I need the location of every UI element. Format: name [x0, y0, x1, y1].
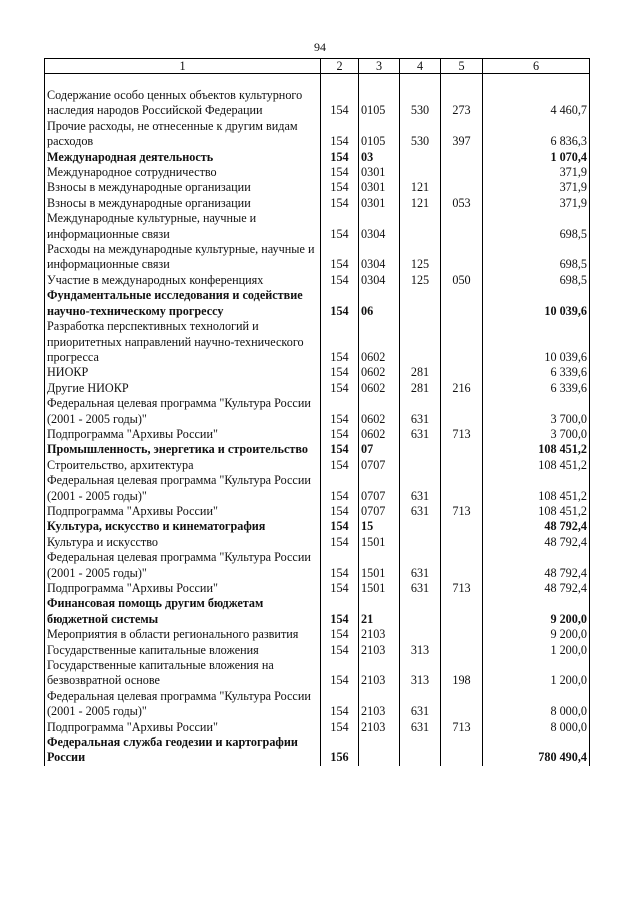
section-code-cell: 154 [321, 473, 359, 504]
row-name-cell: Международные культурные, научные и информационные связи [45, 211, 321, 242]
table-row [45, 196, 590, 211]
amount-cell: 48 792,4 [483, 581, 590, 596]
expense-type-cell: 713 [441, 504, 483, 519]
target-item-cell: 631 [400, 581, 441, 596]
subsection-code-cell: 0707 [359, 473, 400, 504]
amount-cell: 108 451,2 [483, 473, 590, 504]
section-code-cell: 154 [321, 581, 359, 596]
amount-cell: 6 836,3 [483, 119, 590, 150]
subsection-code-cell: 0602 [359, 319, 400, 365]
row-name-cell: Федеральная целевая программа "Культура России (2001 - 2005 годы)" [45, 550, 321, 581]
target-item-cell: 631 [400, 427, 441, 442]
subsection-code-cell: 0602 [359, 396, 400, 427]
row-name-cell: Государственные капитальные вложения [45, 643, 321, 658]
target-item-cell [400, 627, 441, 642]
row-name-cell: Расходы на международные культурные, научные и информационные связи [45, 242, 321, 273]
row-name-cell: Промышленность, энергетика и строительство [45, 442, 321, 457]
row-name-cell: Разработка перспективных технологий и приоритетных направлений научно-технического прогресса [45, 319, 321, 365]
expense-type-cell [441, 242, 483, 273]
subsection-code-cell: 2103 [359, 627, 400, 642]
target-item-cell [400, 288, 441, 319]
row-name-cell: Культура, искусство и кинематография [45, 519, 321, 534]
row-name-cell: Подпрограмма "Архивы России" [45, 581, 321, 596]
section-code-cell: 154 [321, 88, 359, 119]
section-code-cell: 154 [321, 150, 359, 165]
table-row [45, 365, 590, 380]
subsection-code-cell: 0707 [359, 504, 400, 519]
section-code-cell: 154 [321, 535, 359, 550]
table-row [45, 458, 590, 473]
section-code-cell: 154 [321, 627, 359, 642]
amount-cell: 1 200,0 [483, 643, 590, 658]
subsection-code-cell: 0304 [359, 211, 400, 242]
amount-cell: 6 339,6 [483, 381, 590, 396]
target-item-cell: 121 [400, 196, 441, 211]
column-header-3: 3 [359, 59, 400, 74]
subsection-code-cell: 0301 [359, 180, 400, 195]
row-name-cell: Другие НИОКР [45, 381, 321, 396]
row-name-cell: Строительство, архитектура [45, 458, 321, 473]
target-item-cell [400, 165, 441, 180]
table-spacer-row [45, 74, 590, 89]
row-name-cell: Подпрограмма "Архивы России" [45, 504, 321, 519]
column-header-4: 4 [400, 59, 441, 74]
target-item-cell: 530 [400, 88, 441, 119]
subsection-code-cell: 2103 [359, 689, 400, 720]
budget-table [44, 58, 590, 766]
expense-type-cell [441, 627, 483, 642]
target-item-cell [400, 319, 441, 365]
section-code-cell: 154 [321, 211, 359, 242]
amount-cell: 8 000,0 [483, 689, 590, 720]
amount-cell: 698,5 [483, 242, 590, 273]
section-code-cell: 154 [321, 427, 359, 442]
target-item-cell [400, 519, 441, 534]
table-row [45, 658, 590, 689]
target-item-cell: 631 [400, 720, 441, 735]
table-row [45, 180, 590, 195]
column-header-5: 5 [441, 59, 483, 74]
amount-cell: 3 700,0 [483, 396, 590, 427]
expense-type-cell: 053 [441, 196, 483, 211]
amount-cell: 698,5 [483, 273, 590, 288]
expense-type-cell [441, 211, 483, 242]
amount-cell: 10 039,6 [483, 288, 590, 319]
expense-type-cell: 216 [441, 381, 483, 396]
expense-type-cell [441, 396, 483, 427]
subsection-code-cell: 0602 [359, 381, 400, 396]
expense-type-cell: 050 [441, 273, 483, 288]
expense-type-cell [441, 442, 483, 457]
table-row [45, 581, 590, 596]
section-code-cell: 154 [321, 643, 359, 658]
row-name-cell: Федеральная целевая программа "Культура России (2001 - 2005 годы)" [45, 396, 321, 427]
table-row [45, 88, 590, 119]
subsection-code-cell: 0301 [359, 196, 400, 211]
subsection-code-cell [359, 735, 400, 766]
target-item-cell: 125 [400, 242, 441, 273]
row-name-cell: Подпрограмма "Архивы России" [45, 427, 321, 442]
table-row [45, 735, 590, 766]
table-row [45, 150, 590, 165]
section-code-cell: 154 [321, 550, 359, 581]
expense-type-cell: 713 [441, 581, 483, 596]
expense-type-cell [441, 180, 483, 195]
row-name-cell: Федеральная служба геодезии и картографии России [45, 735, 321, 766]
column-header-6: 6 [483, 59, 590, 74]
page-number: 94 [314, 40, 326, 54]
expense-type-cell [441, 550, 483, 581]
expense-type-cell [441, 288, 483, 319]
subsection-code-cell: 2103 [359, 643, 400, 658]
amount-cell: 371,9 [483, 196, 590, 211]
section-code-cell: 154 [321, 720, 359, 735]
table-row [45, 473, 590, 504]
row-name-cell: Культура и искусство [45, 535, 321, 550]
target-item-cell: 631 [400, 689, 441, 720]
target-item-cell [400, 535, 441, 550]
section-code-cell: 154 [321, 381, 359, 396]
amount-cell: 371,9 [483, 180, 590, 195]
column-header-2: 2 [321, 59, 359, 74]
amount-cell: 780 490,4 [483, 735, 590, 766]
amount-cell: 1 070,4 [483, 150, 590, 165]
expense-type-cell [441, 319, 483, 365]
subsection-code-cell: 21 [359, 596, 400, 627]
subsection-code-cell: 0105 [359, 119, 400, 150]
row-name-cell: НИОКР [45, 365, 321, 380]
target-item-cell [400, 735, 441, 766]
subsection-code-cell: 03 [359, 150, 400, 165]
table-row [45, 288, 590, 319]
subsection-code-cell: 0105 [359, 88, 400, 119]
amount-cell: 1 200,0 [483, 658, 590, 689]
expense-type-cell [441, 150, 483, 165]
target-item-cell: 281 [400, 381, 441, 396]
table-header-row [45, 59, 590, 74]
subsection-code-cell: 0304 [359, 273, 400, 288]
table-row [45, 381, 590, 396]
expense-type-cell [441, 535, 483, 550]
subsection-code-cell: 06 [359, 288, 400, 319]
expense-type-cell [441, 519, 483, 534]
amount-cell: 48 792,4 [483, 519, 590, 534]
subsection-code-cell: 0602 [359, 365, 400, 380]
section-code-cell: 154 [321, 319, 359, 365]
target-item-cell: 313 [400, 643, 441, 658]
amount-cell: 10 039,6 [483, 319, 590, 365]
amount-cell: 108 451,2 [483, 458, 590, 473]
row-name-cell: Финансовая помощь другим бюджетам бюджетной системы [45, 596, 321, 627]
subsection-code-cell: 1501 [359, 550, 400, 581]
row-name-cell: Содержание особо ценных объектов культурного наследия народов Российской Федерации [45, 88, 321, 119]
section-code-cell: 154 [321, 658, 359, 689]
amount-cell: 698,5 [483, 211, 590, 242]
subsection-code-cell: 0304 [359, 242, 400, 273]
section-code-cell: 154 [321, 180, 359, 195]
section-code-cell: 156 [321, 735, 359, 766]
table-row [45, 211, 590, 242]
subsection-code-cell: 0602 [359, 427, 400, 442]
section-code-cell: 154 [321, 165, 359, 180]
amount-cell: 108 451,2 [483, 504, 590, 519]
target-item-cell: 631 [400, 473, 441, 504]
amount-cell: 6 339,6 [483, 365, 590, 380]
expense-type-cell [441, 689, 483, 720]
amount-cell: 48 792,4 [483, 550, 590, 581]
section-code-cell: 154 [321, 442, 359, 457]
subsection-code-cell: 2103 [359, 720, 400, 735]
subsection-code-cell: 07 [359, 442, 400, 457]
table-row [45, 427, 590, 442]
amount-cell: 48 792,4 [483, 535, 590, 550]
target-item-cell [400, 596, 441, 627]
table-row [45, 165, 590, 180]
expense-type-cell: 713 [441, 720, 483, 735]
table-row [45, 396, 590, 427]
section-code-cell: 154 [321, 519, 359, 534]
table-body [45, 74, 590, 766]
expense-type-cell [441, 643, 483, 658]
row-name-cell: Мероприятия в области регионального развития [45, 627, 321, 642]
row-name-cell: Государственные капитальные вложения на безвозвратной основе [45, 658, 321, 689]
table-row [45, 442, 590, 457]
subsection-code-cell: 0301 [359, 165, 400, 180]
subsection-code-cell: 15 [359, 519, 400, 534]
table-row [45, 519, 590, 534]
target-item-cell [400, 442, 441, 457]
target-item-cell: 125 [400, 273, 441, 288]
amount-cell: 3 700,0 [483, 427, 590, 442]
section-code-cell: 154 [321, 396, 359, 427]
table-row [45, 596, 590, 627]
section-code-cell: 154 [321, 596, 359, 627]
row-name-cell: Взносы в международные организации [45, 196, 321, 211]
target-item-cell [400, 150, 441, 165]
table-row [45, 535, 590, 550]
row-name-cell: Прочие расходы, не отнесенные к другим видам расходов [45, 119, 321, 150]
subsection-code-cell: 0707 [359, 458, 400, 473]
section-code-cell: 154 [321, 119, 359, 150]
table-row [45, 627, 590, 642]
expense-type-cell [441, 365, 483, 380]
row-name-cell: Фундаментальные исследования и содействие научно-техническому прогрессу [45, 288, 321, 319]
section-code-cell: 154 [321, 288, 359, 319]
amount-cell: 371,9 [483, 165, 590, 180]
section-code-cell: 154 [321, 196, 359, 211]
table-row [45, 504, 590, 519]
table-row [45, 242, 590, 273]
table-row [45, 273, 590, 288]
target-item-cell [400, 458, 441, 473]
section-code-cell: 154 [321, 504, 359, 519]
expense-type-cell [441, 473, 483, 504]
row-name-cell: Международная деятельность [45, 150, 321, 165]
amount-cell: 108 451,2 [483, 442, 590, 457]
target-item-cell: 121 [400, 180, 441, 195]
target-item-cell: 530 [400, 119, 441, 150]
subsection-code-cell: 1501 [359, 535, 400, 550]
section-code-cell: 154 [321, 242, 359, 273]
row-name-cell: Международное сотрудничество [45, 165, 321, 180]
table-row [45, 720, 590, 735]
subsection-code-cell: 1501 [359, 581, 400, 596]
expense-type-cell [441, 458, 483, 473]
row-name-cell: Федеральная целевая программа "Культура России (2001 - 2005 годы)" [45, 473, 321, 504]
table-row [45, 643, 590, 658]
table-row [45, 119, 590, 150]
section-code-cell: 154 [321, 689, 359, 720]
target-item-cell: 631 [400, 504, 441, 519]
table-row [45, 689, 590, 720]
expense-type-cell: 713 [441, 427, 483, 442]
section-code-cell: 154 [321, 273, 359, 288]
row-name-cell: Взносы в международные организации [45, 180, 321, 195]
table-row [45, 319, 590, 365]
amount-cell: 9 200,0 [483, 627, 590, 642]
target-item-cell [400, 211, 441, 242]
target-item-cell: 631 [400, 550, 441, 581]
amount-cell: 9 200,0 [483, 596, 590, 627]
expense-type-cell [441, 165, 483, 180]
target-item-cell: 313 [400, 658, 441, 689]
amount-cell: 4 460,7 [483, 88, 590, 119]
table-row [45, 550, 590, 581]
row-name-cell: Участие в международных конференциях [45, 273, 321, 288]
row-name-cell: Федеральная целевая программа "Культура России (2001 - 2005 годы)" [45, 689, 321, 720]
expense-type-cell: 397 [441, 119, 483, 150]
section-code-cell: 154 [321, 458, 359, 473]
expense-type-cell: 273 [441, 88, 483, 119]
subsection-code-cell: 2103 [359, 658, 400, 689]
row-name-cell: Подпрограмма "Архивы России" [45, 720, 321, 735]
amount-cell: 8 000,0 [483, 720, 590, 735]
target-item-cell: 281 [400, 365, 441, 380]
target-item-cell: 631 [400, 396, 441, 427]
column-header-1: 1 [45, 59, 321, 74]
expense-type-cell [441, 596, 483, 627]
expense-type-cell: 198 [441, 658, 483, 689]
expense-type-cell [441, 735, 483, 766]
section-code-cell: 154 [321, 365, 359, 380]
